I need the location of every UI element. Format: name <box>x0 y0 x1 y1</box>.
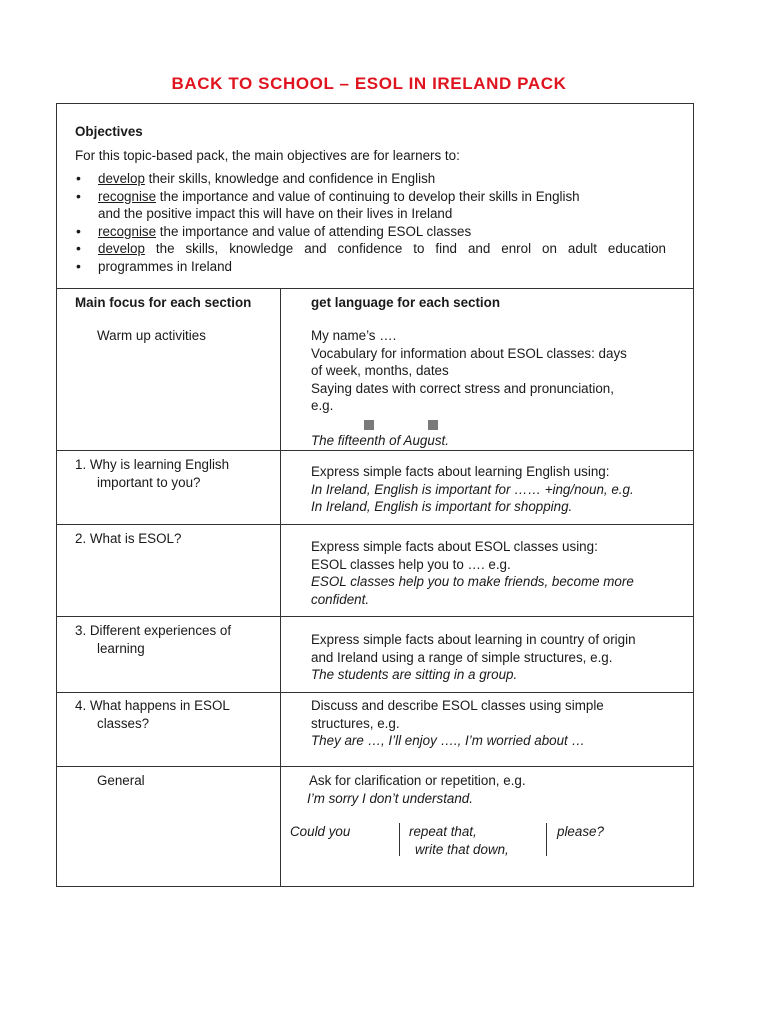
language-cell: My name’s …. <box>311 328 397 343</box>
objectives-list <box>75 170 695 275</box>
language-cell: Ask for clarification or repetition, e.g. <box>309 773 526 788</box>
example-text: In Ireland, English is important for …… +ing/noun, e.g. <box>311 481 634 497</box>
objective-item: • develop their skills, knowledge and confidence in English <box>75 170 695 188</box>
example-text: The students are sitting in a group. <box>311 667 518 682</box>
focus-cell: Warm up activities <box>97 328 206 343</box>
phrase-option: write that down, <box>415 842 509 857</box>
row-divider <box>57 450 693 451</box>
objective-item: • develop the skills, knowledge and confidence to find and enrol on adult education <box>75 240 666 258</box>
phrase-divider <box>546 823 547 856</box>
row-divider <box>57 616 693 617</box>
language-cell: and Ireland using a range of simple structures, e.g. <box>311 649 613 665</box>
example-text: confident. <box>311 591 370 607</box>
row-divider <box>57 524 693 525</box>
focus-cell: General <box>97 773 145 788</box>
language-cell: Express simple facts about learning English using: <box>311 464 610 479</box>
phrase-divider <box>399 823 400 856</box>
focus-cell: 3. Different experiences of <box>75 623 232 638</box>
row-divider <box>57 766 693 767</box>
language-cell: of week, months, dates <box>311 363 449 378</box>
phrase-start: Could you <box>290 824 351 839</box>
stress-marker-icon <box>428 420 438 430</box>
focus-cell: 2. What is ESOL? <box>75 531 182 546</box>
focus-cell: 4. What happens in ESOL <box>75 698 230 713</box>
example-text: I’m sorry I don’t understand. <box>307 791 473 806</box>
example-text: ESOL classes help you to make friends, become more <box>311 574 634 589</box>
focus-cell: classes? <box>97 715 150 731</box>
language-cell: Vocabulary for information about ESOL classes: days <box>311 345 627 361</box>
example-text: They are …, I’ll enjoy …., I’m worried about … <box>311 733 585 748</box>
language-cell: Express simple facts about ESOL classes using: <box>311 539 598 554</box>
focus-cell: learning <box>97 640 145 656</box>
content-table <box>56 103 694 887</box>
table-divider <box>57 288 693 289</box>
example-text: In Ireland, English is important for shopping. <box>311 499 573 514</box>
example-text: The fifteenth of August. <box>311 433 449 448</box>
column-header-focus: Main focus for each section <box>75 295 252 310</box>
phrase-option: repeat that, <box>409 824 477 839</box>
objectives-intro: For this topic-based pack, the main objectives are for learners to: <box>75 148 460 163</box>
phrase-end: please? <box>557 824 604 839</box>
focus-cell: important to you? <box>97 474 201 490</box>
column-header-language: get language for each section <box>311 295 500 310</box>
stress-marker-icon <box>364 420 374 430</box>
language-cell: ESOL classes help you to …. e.g. <box>311 556 511 572</box>
document-title: BACK TO SCHOOL – ESOL IN IRELAND PACK <box>171 74 567 93</box>
language-cell: Discuss and describe ESOL classes using simple <box>311 698 604 713</box>
column-divider <box>280 288 281 886</box>
objectives-heading: Objectives <box>75 124 143 139</box>
objective-item: • recognise the importance and value of attending ESOL classes <box>75 223 695 241</box>
language-cell: structures, e.g. <box>311 715 400 731</box>
language-cell: Saying dates with correct stress and pronunciation, <box>311 380 614 396</box>
row-divider <box>57 692 693 693</box>
language-cell: Express simple facts about learning in country of origin <box>311 632 636 647</box>
objective-item-continued: • programmes in Ireland <box>75 258 695 276</box>
focus-cell: 1. Why is learning English <box>75 457 230 472</box>
objective-item: • recognise the importance and value of continuing to develop their skills in English and the positive impact this will have on their lives in Ireland <box>75 188 695 223</box>
language-cell: e.g. <box>311 398 334 413</box>
